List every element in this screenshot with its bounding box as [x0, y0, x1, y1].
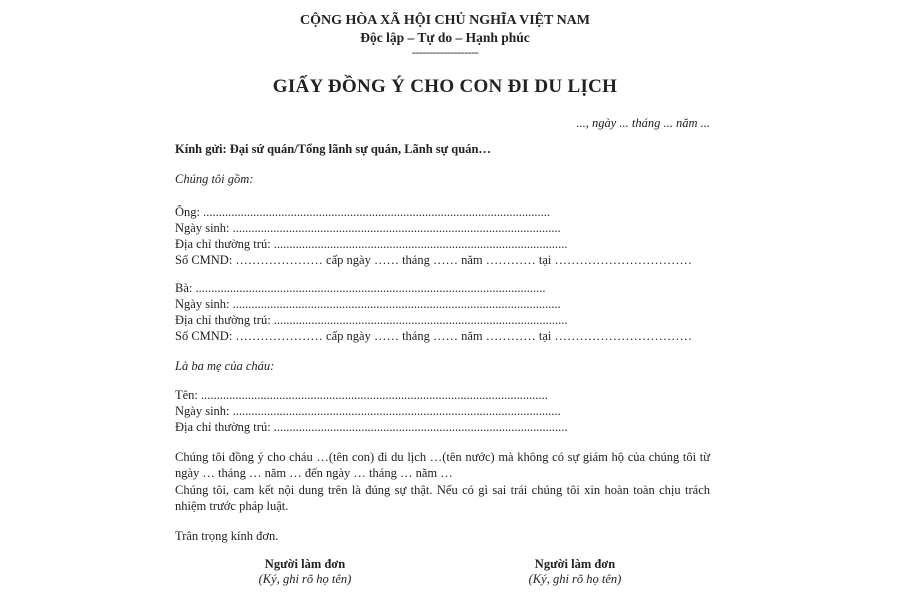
header-separator: -------------------: [411, 45, 479, 59]
mother-name-field: Bà: ................................................................................................................: [175, 281, 546, 295]
mother-id-field: Số CMND: ………………… cấp ngày …… tháng …… năm ………… tại ……………………………: [175, 329, 692, 343]
parents-heading: Chúng tôi gồm:: [175, 172, 254, 186]
child-dob-field: Ngày sinh: .........................................................................................................: [175, 404, 561, 418]
closing-line: Trân trọng kính đơn.: [175, 529, 279, 543]
signature-title-left: Người làm đơn: [264, 557, 346, 571]
signature-title-right: Người làm đơn: [534, 557, 616, 571]
recipient-line: Kính gửi: Đại sứ quán/Tổng lãnh sự quán, Lãnh sự quán…: [175, 142, 491, 156]
commitment-paragraph: Chúng tôi, cam kết nội dung trên là đúng sự thật. Nếu có gì sai trái chúng tôi xin hoàn toàn chịu trách nhiệm trước pháp luật.: [175, 483, 710, 513]
signature-note-right: (Ký, ghi rõ họ tên): [528, 572, 622, 586]
national-title: CỘNG HÒA XÃ HỘI CHỦ NGHĨA VIỆT NAM: [299, 13, 590, 28]
father-name-field: Ông: ...............................................................................................................: [175, 205, 550, 219]
father-address-field: Địa chỉ thường trú: ..............................................................................................: [175, 237, 568, 251]
child-heading: Là ba mẹ của cháu:: [175, 359, 275, 373]
signature-note-left: (Ký, ghi rõ họ tên): [258, 572, 352, 586]
mother-dob-field: Ngày sinh: .........................................................................................................: [175, 297, 561, 311]
child-name-field: Tên: ...............................................................................................................: [175, 388, 548, 402]
father-id-field: Số CMND: ………………… cấp ngày …… tháng …… năm ………… tại ……………………………: [175, 253, 692, 267]
national-motto: Độc lập – Tự do – Hạnh phúc: [360, 30, 530, 45]
mother-address-field: Địa chỉ thường trú: ..............................................................................................: [175, 313, 568, 327]
father-dob-field: Ngày sinh: .........................................................................................................: [175, 221, 561, 235]
consent-paragraph: Chúng tôi đồng ý cho cháu …(tên con) đi du lịch …(tên nước) mà không có sự giám hộ của chúng tôi từ ngày … tháng … năm … đến ngày … tháng … năm …: [175, 450, 710, 480]
document-title: GIẤY ĐỒNG Ý CHO CON ĐI DU LỊCH: [272, 76, 618, 97]
date-line: ..., ngày ... tháng ... năm ...: [576, 116, 710, 130]
child-address-field: Địa chỉ thường trú: ..............................................................................................: [175, 420, 568, 434]
